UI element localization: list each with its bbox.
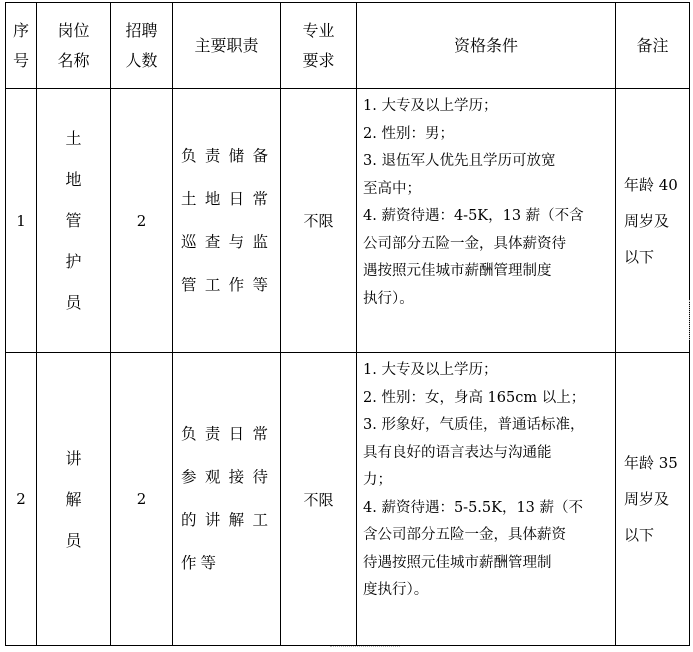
cell-position [37,89,111,353]
position-char: 土 [65,129,82,148]
position-char: 地 [65,170,82,189]
header-count [111,3,173,89]
qual-line: 力； [363,472,392,488]
duty-line: 的讲解工 [181,511,272,529]
header-position-line1: 岗位 [57,20,90,40]
header-position-line2: 名称 [57,50,90,70]
position-char: 护 [65,252,82,271]
qual-line: 1. 大专及以上学历； [363,362,498,378]
table-header-row [6,3,690,89]
qual-line: 度执行）。 [363,582,429,598]
note-line: 周岁及 [624,490,670,508]
duty-line: 管工作等 [181,275,272,294]
qual-line: 遇按照元佳城市薪酬管理制度 [363,263,552,279]
cell-qual [357,353,616,646]
cell-count: 2 [111,89,173,353]
qual-line: 4. 薪资待遇：4-5K，13 薪（不含 [363,208,584,224]
note-line: 以下 [624,247,655,266]
cell-note [616,89,690,353]
header-count-line2: 人数 [125,50,158,70]
qual-line: 2. 性别：女，身高 165cm 以上； [363,389,586,406]
cell-qual [357,89,616,353]
header-note: 备注 [616,3,690,89]
header-position [37,3,111,89]
qual-line: 3. 形象好，气质佳，普通话标准， [363,417,585,433]
position-char: 员 [65,293,82,312]
header-major [281,3,357,89]
cell-position [37,353,111,646]
position-char: 员 [65,530,82,550]
qual-line: 2. 性别：男； [363,125,454,142]
header-seq-line2: 号 [12,50,29,70]
note-line: 年龄 35 [624,454,678,472]
page-edge-marker [689,300,693,340]
cell-major: 不限 [281,353,357,646]
cell-duty [173,353,281,646]
qual-line: 执行）。 [363,290,414,307]
qual-line: 公司部分五险一金，具体薪资待 [363,235,566,252]
qual-line: 含公司部分五险一金，具体薪资 [363,527,566,543]
position-char: 管 [65,211,82,230]
qual-line: 1. 大专及以上学历； [363,98,498,114]
table-row [6,89,690,353]
header-major-line2: 要求 [302,50,335,70]
position-char: 解 [65,489,82,509]
header-count-line1: 招聘 [125,20,158,40]
qual-line: 4. 薪资待遇：5-5.5K，13 薪（不 [363,499,584,516]
recruitment-table [5,2,690,646]
duty-line: 负责储备 [181,146,272,165]
qual-line: 3. 退伍军人优先且学历可放宽 [363,153,556,169]
qual-line: 待遇按照元佳城市薪酬管理制 [363,554,552,571]
position-char: 讲 [65,448,82,468]
note-line: 以下 [624,526,655,544]
header-qual: 资格条件 [357,3,616,89]
note-line: 周岁及 [624,211,670,230]
qual-line: 具有良好的语言表达与沟通能 [363,444,552,461]
cell-major: 不限 [281,89,357,353]
header-seq-line1: 序 [12,20,29,40]
table-row [6,353,690,646]
cell-count: 2 [111,353,173,646]
duty-line: 负责日常 [181,425,272,443]
duty-line: 参观接待 [181,468,272,486]
page-bottom-marker [330,646,400,652]
note-line: 年龄 40 [624,175,678,194]
duty-line: 巡查与监 [181,232,272,251]
duty-line: 作等 [181,554,221,572]
header-major-line1: 专业 [302,20,335,40]
cell-duty [173,89,281,353]
cell-note [616,353,690,646]
header-duty: 主要职责 [173,3,281,89]
cell-seq: 2 [6,353,37,646]
duty-line: 土地日常 [181,189,272,208]
header-seq [6,3,37,89]
qual-line: 至高中； [363,180,421,197]
cell-seq: 1 [6,89,37,353]
